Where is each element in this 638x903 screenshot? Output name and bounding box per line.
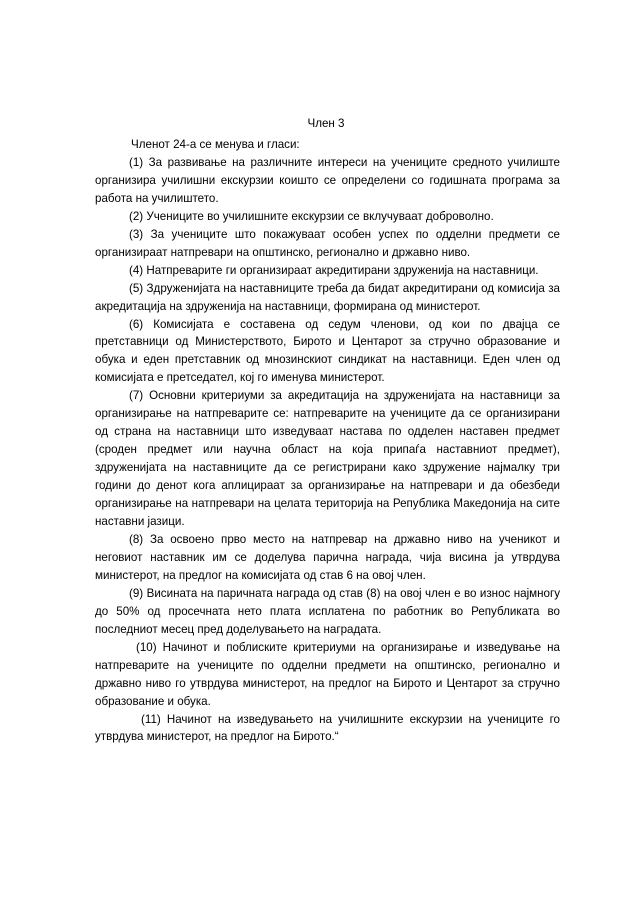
- intro-paragraph: Членот 24-а се менува и гласи:: [131, 138, 300, 151]
- paragraph-11: (11) Начинот на изведувањето на училишните екскурзии на учениците го утврдува министерот, на предлог на Бирото.“: [95, 712, 560, 744]
- paragraph-9: (9) Висината на паричната награда од став (8) на овој член е во износ најмногу до 50% од просечната нето плата исплатена по работник во Републиката во последниот месец пред доделувањето на наградата.: [95, 586, 560, 636]
- paragraph-7: (7) Основни критериуми за акредитација на здруженијата на наставници за организирање на натпреварите се: натпреварите на учениците да се организирани од страна на наставници што изведуваат настава по одделен наставен предмет (сроден предмет или научна област на која припаѓа наставниот предмет), здруженијата на наставниците да се регистрирани како здружение најмалку три години до денот кога аплицираат за организирање на натпревари и да обезбеди организирање на натпревари на целата територија на Република Македонија на сите наставни јазици.: [95, 389, 560, 529]
- paragraph-10: (10) Начинот и поблиските критериуми на организирање и изведување на натпреварите на учениците по одделни предмети на општинско, регионално и државно ниво го утврдува министерот, на предлог на Бирото и Центарот за стручно образование и обука.: [95, 640, 560, 708]
- article-heading: Член 3: [307, 117, 345, 130]
- paragraph-6: (6) Комисијата е составена од седум членови, од кои по двајца се претставници од Министерството, Бирото и Центарот за стручно образование и обука и еден претставник од мнозинскиот синдикат на наставници. Еден член од комисијата е претседател, кој го именува министерот.: [95, 317, 560, 385]
- paragraph-8: (8) За освоено прво место на натпревар на државно ниво на ученикот и неговиот наставник им се доделува парична награда, чија висина ја утврдува министерот, на предлог на комисијата од став 6 на овој член.: [95, 532, 560, 582]
- paragraph-3: (3) За учениците што покажуваат особен успех по одделни предмети се организираат натпревари на општинско, регионално и државно ниво.: [95, 227, 560, 259]
- paragraph-1: (1) За развивање на различните интереси на учениците средното училиште организира училишни екскурзии коишто се определени со годишната програма за работа на училиштето.: [95, 155, 560, 205]
- paragraph-2: (2) Учениците во училишните екскурзии се вклучуваат доброволно.: [129, 209, 494, 223]
- paragraph-5: (5) Здруженијата на наставниците треба да бидат акредитирани од комисија за акредитација на здруженија на наставници, формирана од министерот.: [95, 281, 560, 313]
- article-body: [95, 136, 560, 746]
- paragraph-4: (4) Натпреварите ги организираат акредитирани здруженија на наставници.: [129, 263, 539, 277]
